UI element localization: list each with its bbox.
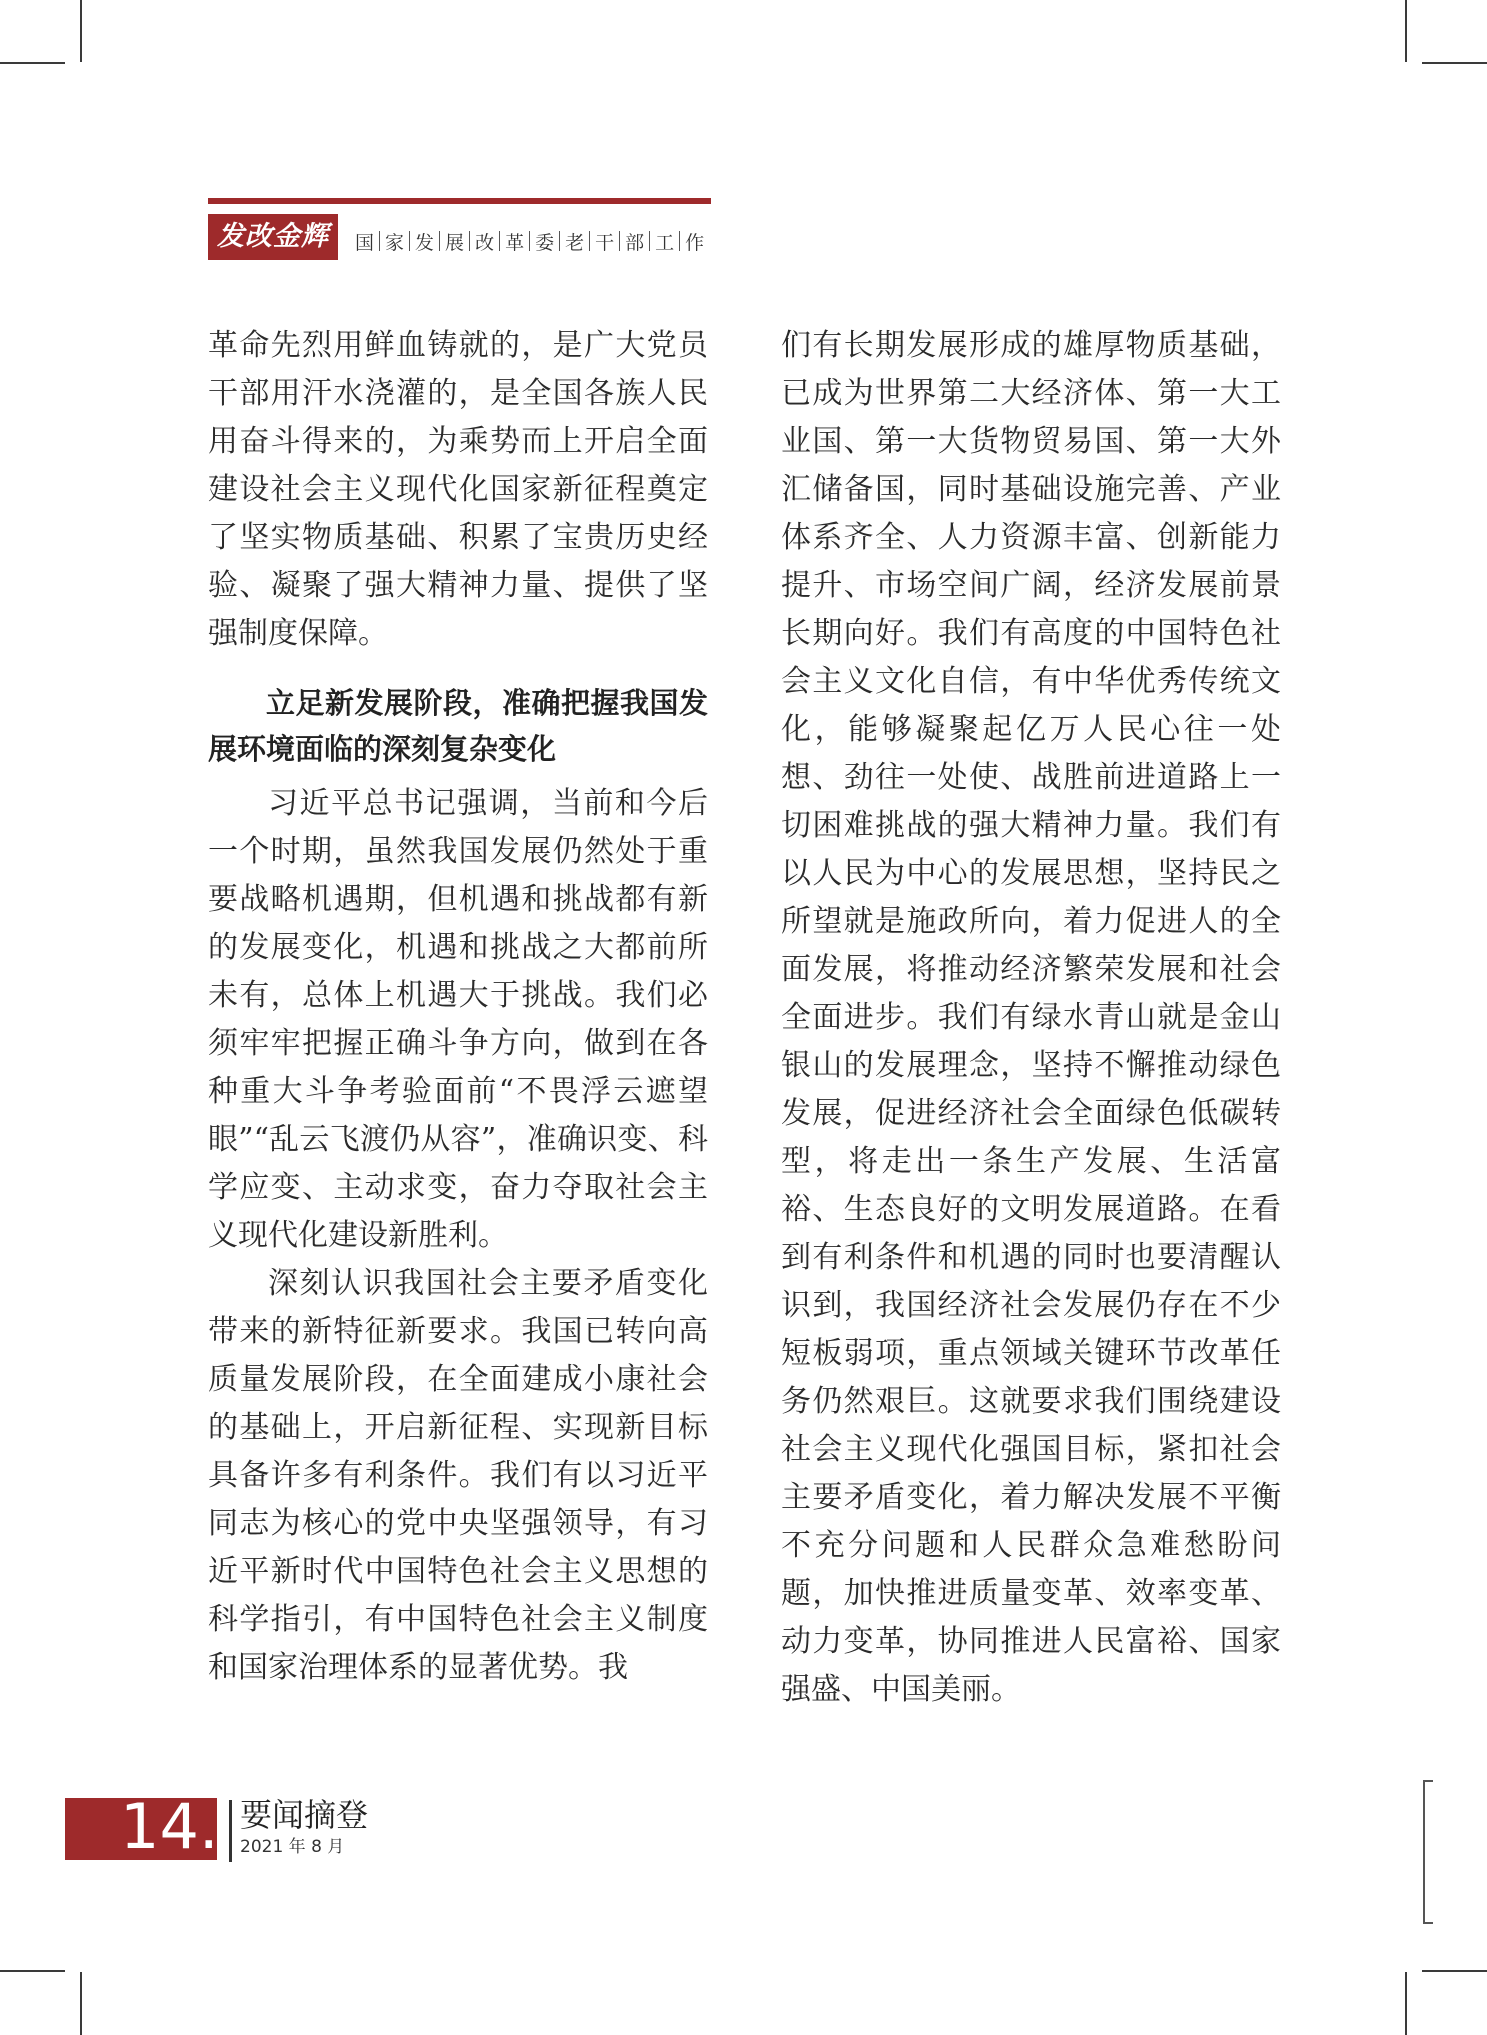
header-separator <box>679 231 680 251</box>
paragraph: 革命先烈用鲜血铸就的，是广大党员干部用汗水浇灌的，是全国各族人民用奋斗得来的，为乘势而上开启全面建设社会主义现代化国家新征程奠定了坚实物质基础、积累了宝贵历史经验、凝聚了强大精神力量、提供了坚强制度保障。 <box>208 328 708 651</box>
right-column <box>781 322 1281 1714</box>
column-logo: 发改金辉 <box>208 214 338 260</box>
crop-mark <box>0 1970 65 1972</box>
header-separator <box>529 231 530 251</box>
header-org-name <box>352 226 707 256</box>
publication-title: 要闻摘登 <box>240 1796 369 1834</box>
header-separator <box>589 231 590 251</box>
crop-mark <box>1405 1972 1407 2035</box>
header-separator <box>499 231 500 251</box>
header-separator <box>469 231 470 251</box>
paragraph: 们有长期发展形成的雄厚物质基础，已成为世界第二大经济体、第一大工业国、第一大货物贸易国、第一大外汇储备国，同时基础设施完善、产业体系齐全、人力资源丰富、创新能力提升、市场空间广阔，经济发展前景长期向好。我们有高度的中国特色社会主义文化自信，有中华优秀传统文化，能够凝聚起亿万人民心往一处想、劲往一处使、战胜前进道路上一切困难挑战的强大精神力量。我们有以人民为中心的发展思想，坚持民之所望就是施政所向，着力促进人的全面发展，将推动经济繁荣发展和社会全面进步。我们有绿水青山就是金山银山的发展理念，坚持不懈推动绿色发展，促进经济社会全面绿色低碳转型，将走出一条生产发展、生活富裕、生态良好的文明发展道路。在看到有利条件和机遇的同时也要清醒认识到，我国经济社会发展仍存在不少短板弱项，重点领域关键环节改革任务仍然艰巨。这就要求我们围绕建设社会主义现代化强国目标，紧扣社会主要矛盾变化，着力解决发展不平衡不充分问题和人民群众急难愁盼问题，加快推进质量变革、效率变革、动力变革，协同推进人民富裕、国家强盛、中国美丽。 <box>781 328 1281 1707</box>
side-bracket <box>1423 1780 1433 1924</box>
header-org-char: 工 <box>655 231 675 254</box>
footer-divider <box>229 1800 232 1862</box>
header-org-char: 老 <box>565 231 585 254</box>
section-heading: 立足新发展阶段，准确把握我国发展环境面临的深刻复杂变化 <box>208 686 708 766</box>
header-org-char: 发 <box>415 231 435 254</box>
header-org-char: 家 <box>385 231 405 254</box>
header-separator <box>439 231 440 251</box>
header-separator <box>379 231 380 251</box>
header-separator <box>409 231 410 251</box>
crop-mark <box>1422 1970 1487 1972</box>
page-number: 14. <box>120 1790 219 1863</box>
header-separator <box>559 231 560 251</box>
crop-mark <box>1422 62 1487 64</box>
header-org-char: 革 <box>505 231 525 254</box>
header-org-char: 展 <box>445 231 465 254</box>
header-org-char: 作 <box>685 231 705 254</box>
crop-mark <box>0 62 65 64</box>
header-separator <box>619 231 620 251</box>
crop-mark <box>80 1972 82 2035</box>
header-org-char: 干 <box>595 231 615 254</box>
header-org-char: 部 <box>625 231 645 254</box>
paragraph: 深刻认识我国社会主要矛盾变化带来的新特征新要求。我国已转向高质量发展阶段，在全面建成小康社会的基础上，开启新征程、实现新目标具备许多有利条件。我们有以习近平同志为核心的党中央坚强领导，有习近平新时代中国特色社会主义思想的科学指引，有中国特色社会主义制度和国家治理体系的显著优势。我 <box>208 1266 708 1685</box>
header-org-char: 委 <box>535 231 555 254</box>
issue-date: 2021 年 8 月 <box>240 1837 345 1857</box>
paragraph: 习近平总书记强调，当前和今后一个时期，虽然我国发展仍然处于重要战略机遇期，但机遇和挑战都有新的发展变化，机遇和挑战之大都前所未有，总体上机遇大于挑战。我们必须牢牢把握正确斗争方向，做到在各种重大斗争考验面前“不畏浮云遮望眼”“乱云飞渡仍从容”，准确识变、科学应变、主动求变，奋力夺取社会主义现代化建设新胜利。 <box>208 786 708 1253</box>
header-separator <box>649 231 650 251</box>
crop-mark <box>1405 0 1407 62</box>
header-rule <box>208 198 711 204</box>
left-column <box>208 322 708 1692</box>
header-org-char: 改 <box>475 231 495 254</box>
header-org-char: 国 <box>355 231 375 254</box>
crop-mark <box>80 0 82 62</box>
